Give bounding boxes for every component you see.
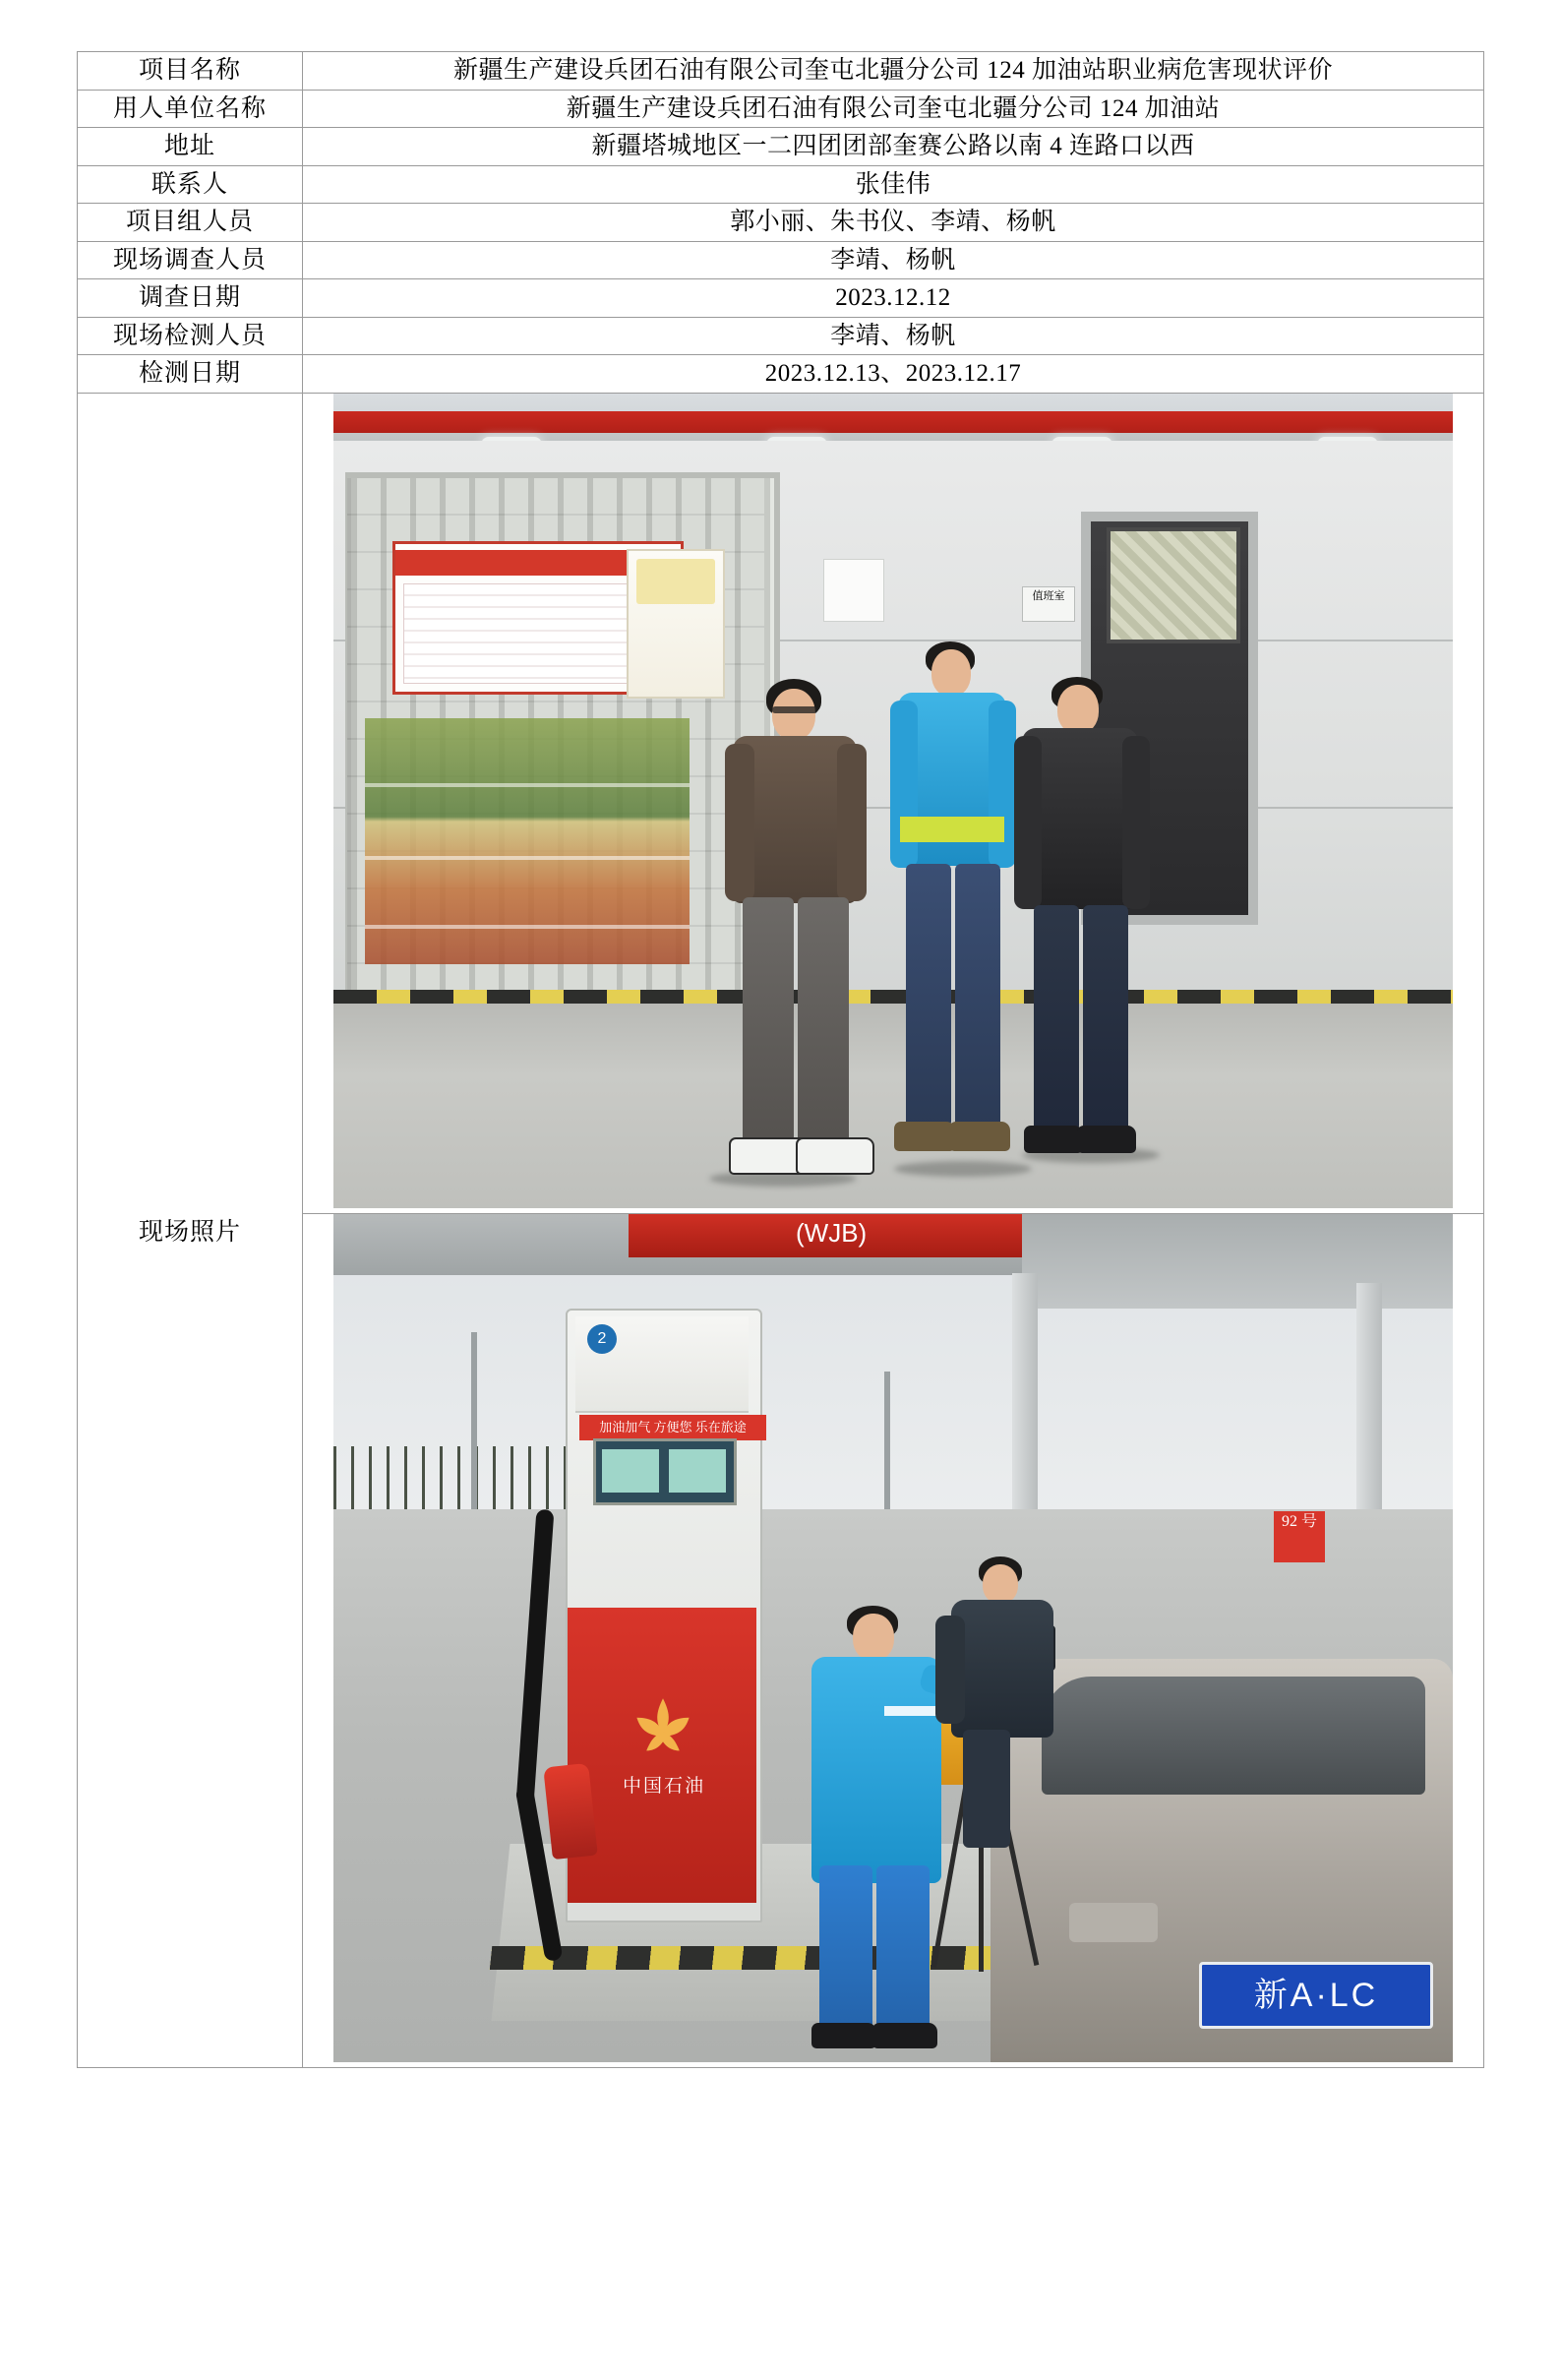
photo1-person-leg bbox=[1083, 905, 1128, 1131]
photo1-person-arm bbox=[1014, 736, 1042, 909]
petrochina-logo-icon bbox=[629, 1694, 697, 1763]
row-label-test-date: 检测日期 bbox=[78, 355, 303, 394]
photo1-person-leg bbox=[798, 897, 849, 1145]
table-row bbox=[78, 317, 1484, 355]
photo1-person-shoe bbox=[949, 1122, 1010, 1151]
photo1-shelf-edge bbox=[365, 856, 690, 860]
row-label-employer-name: 用人单位名称 bbox=[78, 90, 303, 128]
photo2-canopy-text: (WJB) bbox=[796, 1217, 868, 1248]
photo2-dispenser-banner: 加油加气 方便您 乐在旅途 bbox=[579, 1415, 766, 1440]
row-label-contact: 联系人 bbox=[78, 165, 303, 204]
table-row bbox=[78, 90, 1484, 128]
photo2-display-cell bbox=[669, 1449, 726, 1493]
photo1-wall-poster bbox=[627, 549, 725, 699]
photo1-person-head bbox=[772, 689, 815, 740]
photo2-display-cell bbox=[602, 1449, 659, 1493]
photo1-person-head bbox=[1057, 685, 1099, 734]
photo1-uniform-stripe bbox=[900, 817, 1004, 842]
row-value-employer-name: 新疆生产建设兵团石油有限公司奎屯北疆分公司 124 加油站 bbox=[303, 90, 1484, 128]
row-value-survey-date: 2023.12.12 bbox=[303, 279, 1484, 318]
photo1-person-leg bbox=[955, 864, 1000, 1128]
table-row bbox=[78, 128, 1484, 166]
row-value-contact: 张佳伟 bbox=[303, 165, 1484, 204]
table-row-photos bbox=[78, 393, 1484, 1213]
photo2-worker-leg bbox=[876, 1865, 930, 2031]
photo1-person-leg bbox=[743, 897, 794, 1145]
project-info-table bbox=[77, 51, 1484, 2068]
photo1-person-shoe bbox=[1024, 1126, 1083, 1153]
photo1-shelf-edge bbox=[365, 783, 690, 787]
photo1-person-shoe bbox=[796, 1137, 874, 1175]
table-row bbox=[78, 204, 1484, 242]
photo2-worker-arm bbox=[935, 1616, 965, 1724]
photo1-person-glasses bbox=[772, 706, 817, 713]
photo2-island-edge-stripe bbox=[490, 1946, 1044, 1970]
photo2-canopy-underside bbox=[1022, 1214, 1453, 1309]
row-value-survey-staff: 李靖、杨帆 bbox=[303, 241, 1484, 279]
row-label-site-photos: 现场照片 bbox=[78, 393, 303, 2067]
row-value-address: 新疆塔城地区一二四团团部奎赛公路以南 4 连路口以西 bbox=[303, 128, 1484, 166]
row-label-team-members: 项目组人员 bbox=[78, 204, 303, 242]
site-photo-2 bbox=[333, 1214, 1453, 2062]
photo2-worker-leg bbox=[819, 1865, 872, 2031]
photo2-dispenser-number: 2 bbox=[587, 1324, 617, 1354]
row-value-test-staff: 李靖、杨帆 bbox=[303, 317, 1484, 355]
photo1-door-sign: 值班室 bbox=[1022, 586, 1075, 622]
photo2-car-rear-window bbox=[1042, 1677, 1425, 1795]
photo1-person-arm bbox=[725, 744, 754, 901]
photo1-person-arm bbox=[989, 701, 1016, 868]
photo1-person-leg bbox=[906, 864, 951, 1128]
photo2-worker-head bbox=[983, 1564, 1018, 1604]
photo1-person-leg bbox=[1034, 905, 1079, 1131]
photo1-shelf-edge bbox=[365, 925, 690, 929]
photo2-fuel-grade-sign: 92 号 bbox=[1274, 1511, 1325, 1562]
table-row bbox=[78, 165, 1484, 204]
photo1-door-window bbox=[1107, 527, 1240, 643]
photo1-person-shoe bbox=[1077, 1126, 1136, 1153]
photo2-worker-shoe bbox=[872, 2023, 937, 2048]
photo1-person-head bbox=[931, 649, 971, 697]
photo2-worker-shoe bbox=[811, 2023, 876, 2048]
table-row bbox=[78, 52, 1484, 91]
site-photo-2-cell bbox=[303, 1213, 1484, 2067]
row-label-test-staff: 现场检测人员 bbox=[78, 317, 303, 355]
photo1-poster-header bbox=[636, 559, 715, 604]
photo1-person-shoe bbox=[894, 1122, 955, 1151]
photo2-worker-reflective-stripe bbox=[884, 1706, 939, 1716]
photo1-person-arm bbox=[1122, 736, 1150, 909]
table-row bbox=[78, 241, 1484, 279]
photo2-dispenser-display bbox=[593, 1438, 737, 1505]
row-label-project-name: 项目名称 bbox=[78, 52, 303, 91]
photo2-license-plate: 新A·LC bbox=[1199, 1962, 1433, 2029]
photo1-person-shadow bbox=[894, 1161, 1032, 1177]
photo2-car-taillight bbox=[1069, 1903, 1158, 1942]
photo2-worker-head bbox=[853, 1614, 894, 1661]
photo2-worker-leg bbox=[963, 1730, 1010, 1848]
photo2-brand-text: 中国石油 bbox=[622, 1775, 705, 1797]
photo1-person-arm bbox=[890, 701, 918, 868]
photo1-ground bbox=[333, 1004, 1453, 1208]
photo1-person-arm bbox=[837, 744, 867, 901]
photo2-fuel-nozzle bbox=[543, 1762, 598, 1859]
photo1-wall-notice bbox=[823, 559, 884, 622]
row-label-address: 地址 bbox=[78, 128, 303, 166]
table-row bbox=[78, 279, 1484, 318]
table-row bbox=[78, 355, 1484, 394]
site-photo-1 bbox=[333, 394, 1453, 1208]
row-value-test-date: 2023.12.13、2023.12.17 bbox=[303, 355, 1484, 394]
site-photo-1-cell bbox=[303, 393, 1484, 1213]
table-body bbox=[78, 52, 1484, 2068]
row-value-project-name: 新疆生产建设兵团石油有限公司奎屯北疆分公司 124 加油站职业病危害现状评价 bbox=[303, 52, 1484, 91]
photo2-worker-coat bbox=[811, 1657, 941, 1883]
photo2-worker-jacket bbox=[951, 1600, 1053, 1738]
row-label-survey-staff: 现场调查人员 bbox=[78, 241, 303, 279]
row-label-survey-date: 调查日期 bbox=[78, 279, 303, 318]
row-value-team-members: 郭小丽、朱书仪、李靖、杨帆 bbox=[303, 204, 1484, 242]
